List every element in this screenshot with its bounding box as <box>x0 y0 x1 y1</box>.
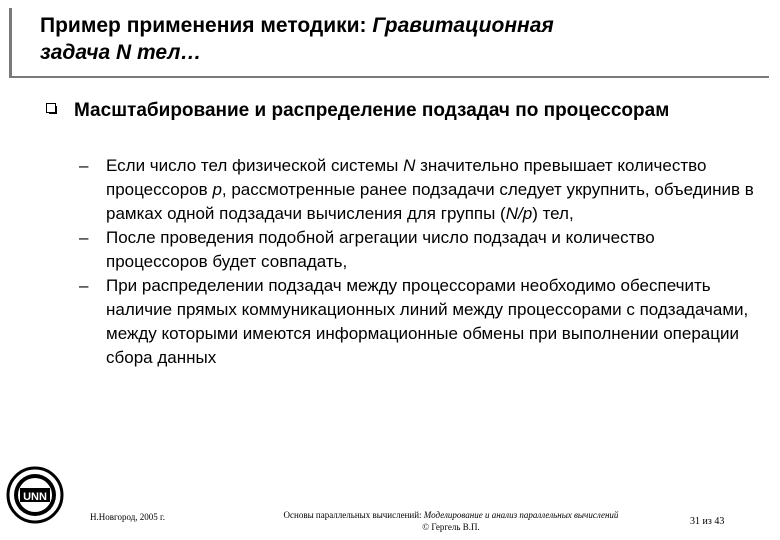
footer-course-italic: Моделирование и анализ параллельных вычислений <box>423 510 619 520</box>
sub-point: – После проведения подобной агрегации число подзадач и количество процессоров будет совпадать, <box>79 228 655 271</box>
page-separator: из <box>702 516 712 527</box>
title-italic-1: Гравитационная <box>372 14 554 37</box>
title-accent-bar <box>9 8 12 78</box>
unn-logo-icon <box>6 466 64 524</box>
footer-author: © Гергель В.П. <box>422 522 480 532</box>
page-number: 31 <box>690 516 700 527</box>
title-underline <box>9 76 769 78</box>
dash-bullet: – <box>79 228 89 247</box>
sub-point: – При распределении подзадач между процессорами необходимо обеспечить наличие прямых коммуникационных линий между процессорами с подзадачами, между которыми имеются информационные обмены при выполнении операции сбора данных <box>79 276 749 367</box>
logo-text: UNN <box>23 491 47 503</box>
dash-bullet: – <box>79 276 89 295</box>
footer-course-normal: Основы параллельных вычислений: <box>283 510 424 520</box>
footer-course <box>256 509 646 533</box>
slide-title <box>40 12 760 66</box>
square-bullet-icon <box>46 103 60 117</box>
footer-location-date: Н.Новгород, 2005 г. <box>90 512 165 522</box>
title-normal: Пример применения методики: <box>40 14 373 37</box>
title-italic-2: задача N тел… <box>40 41 202 64</box>
page-total: 43 <box>714 516 725 527</box>
main-point: Масштабирование и распределение подзадач по процессорам <box>74 100 670 121</box>
sub-points-list <box>79 154 759 370</box>
page-counter <box>690 516 724 527</box>
dash-bullet: – <box>79 156 89 175</box>
sub-point: – Если число тел физической системы N значительно превышает количество процессоров p, рассмотренные ранее подзадачи следует укрупнить, объединив в рамках одной подзадачи вычисления для группы (N/p) тел, <box>79 156 754 223</box>
